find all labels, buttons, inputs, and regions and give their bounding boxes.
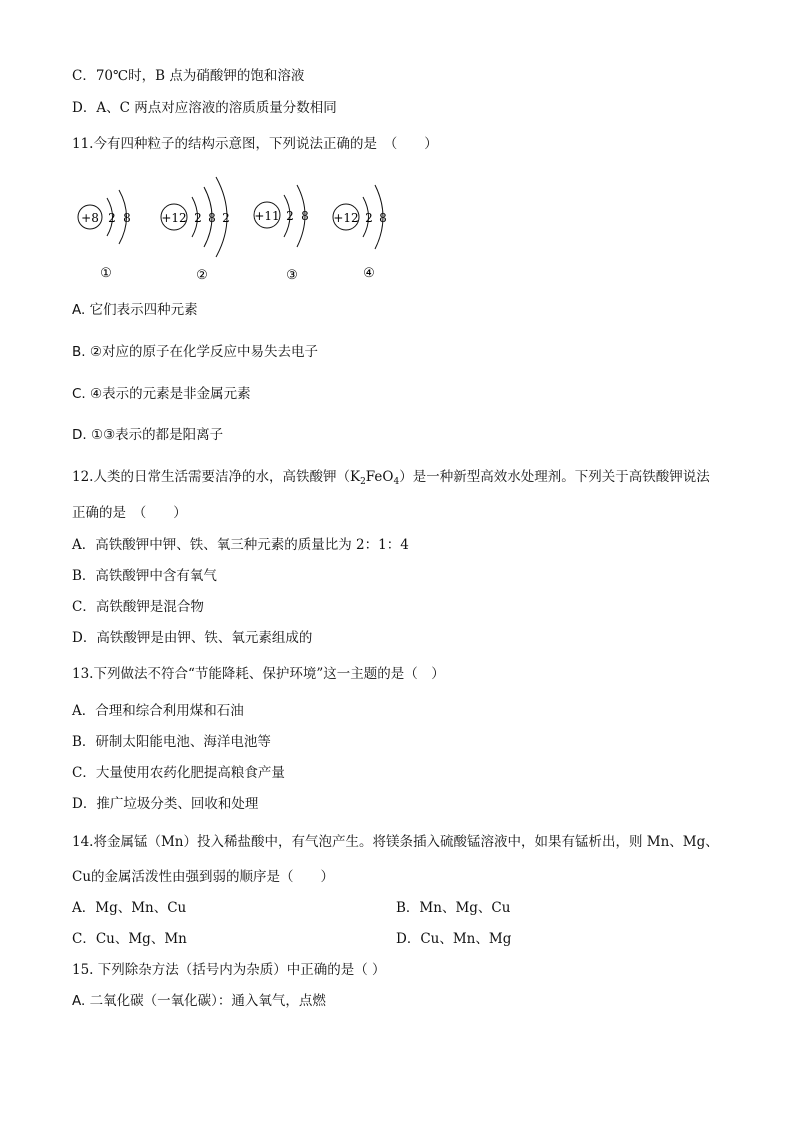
particle-2-label: ② (196, 268, 208, 283)
q10-option-d: D．A、C 两点对应溶液的溶质质量分数相同 (72, 100, 337, 116)
q15-stem: 15. 下列除杂方法（括号内为杂质）中正确的是（ ） (72, 962, 386, 978)
atomic-structure-diagram (70, 165, 410, 290)
q13-option-c: C．大量使用农药化肥提高粮食产量 (72, 765, 285, 781)
particle-4-structure (333, 185, 387, 281)
q12-option-b: B．高铁酸钾中含有氧气 (72, 568, 217, 584)
particle-1-structure (78, 190, 131, 281)
q14-option-b: B．Mn、Mg、Cu (396, 900, 511, 916)
particle-3-shell-1: 2 (286, 209, 294, 223)
particle-2-structure (161, 177, 230, 283)
q12-option-c: C．高铁酸钾是混合物 (72, 599, 204, 615)
q11-stem: 11.今有四种粒子的结构示意图，下列说法正确的是 （ ） (72, 136, 438, 152)
q11-option-d: D. ①③表示的都是阳离子 (72, 427, 224, 443)
q10-option-c: C．70℃时，B 点为硝酸钾的饱和溶液 (72, 68, 305, 84)
particle-3-nucleus: +11 (254, 209, 280, 223)
particle-1-nucleus: +8 (81, 211, 99, 225)
particle-3-label: ③ (286, 268, 298, 283)
q15-option-a: A. 二氧化碳（一氧化碳）：通入氧气，点燃 (72, 993, 326, 1009)
q14-option-d: D．Cu、Mn、Mg (396, 931, 512, 947)
particle-1-shell-1: 2 (108, 211, 116, 225)
q14-option-a: A．Mg、Mn、Cu (72, 900, 187, 916)
particle-2-nucleus: +12 (161, 211, 187, 225)
q13-option-b: B．研制太阳能电池、海洋电池等 (72, 734, 271, 750)
q13-option-a: A．合理和综合利用煤和石油 (72, 703, 244, 719)
particle-2-shell-3: 2 (222, 211, 230, 225)
q12-option-d: D．高铁酸钾是由钾、铁、氧元素组成的 (72, 630, 313, 646)
particle-3-shell-2: 8 (301, 209, 309, 223)
particle-2-shell-1: 2 (194, 211, 202, 225)
q12-option-a: A．高铁酸钾中钾、铁、氧三种元素的质量比为 2：1：4 (72, 537, 409, 553)
q14-option-c: C．Cu、Mg、Mn (72, 931, 187, 947)
particle-3-structure (254, 185, 309, 283)
particle-1-shell-2: 8 (123, 211, 131, 225)
q13-option-d: D．推广垃圾分类、回收和处理 (72, 796, 259, 812)
q13-stem: 13.下列做法不符合“节能降耗、保护环境”这一主题的是（ ） (72, 666, 445, 682)
particle-4-nucleus: +12 (333, 211, 359, 225)
particle-2-shell-2: 8 (208, 211, 216, 225)
q11-option-a: A. 它们表示四种元素 (72, 302, 198, 318)
q11-option-c: C. ④表示的元素是非金属元素 (72, 386, 251, 402)
particle-4-shell-1: 2 (365, 211, 373, 225)
q12-stem: 12.人类的日常生活需要洁净的水，高铁酸钾$(K_2FeO_4)$是一种新型高效水处理剂。下列关于高铁酸钾说法 (72, 469, 710, 487)
particle-4-label: ④ (363, 266, 375, 281)
q12-stem-line-2: 正确的是 （ ） (72, 505, 187, 521)
q14-stem-line-2: Cu的金属活泼性由强到弱的顺序是（ ） (72, 869, 335, 885)
q14-stem: 14.将金属锰（Mn）投入稀盐酸中，有气泡产生。将镁条插入硫酸锰溶液中，如果有锰析出，则 Mn、Mg、 (72, 834, 719, 850)
particle-1-label: ① (100, 266, 112, 281)
q11-option-b: B. ②对应的原子在化学反应中易失去电子 (72, 344, 318, 360)
particle-4-shell-2: 8 (379, 211, 387, 225)
